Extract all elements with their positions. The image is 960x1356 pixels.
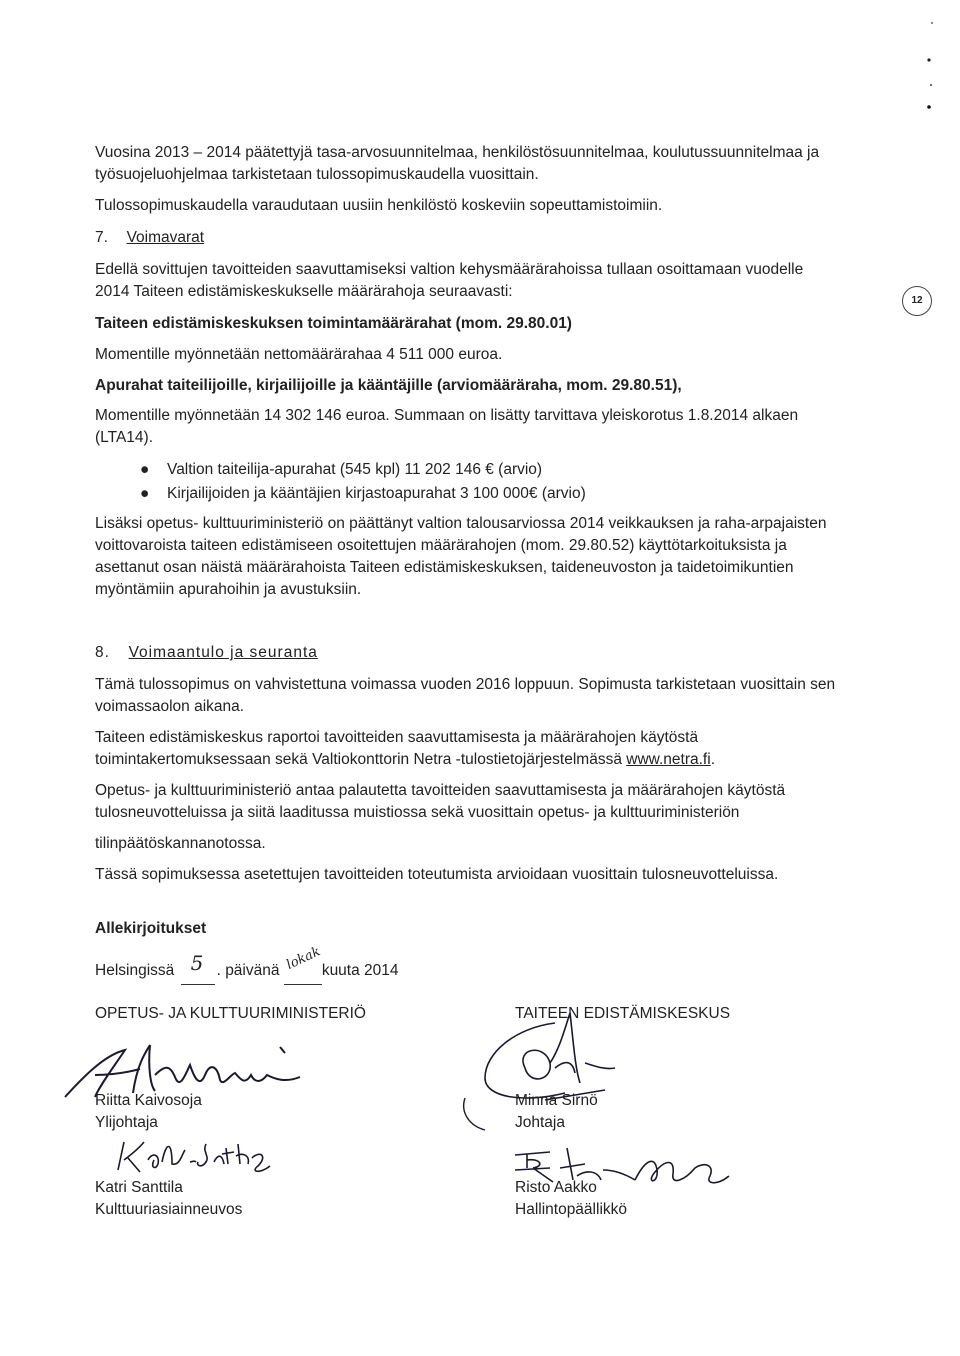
s8-p4: Tässä sopimuksessa asetettujen tavoitteiden toteutumista arvioidaan vuosittain tulosneuvotteluissa. [95, 866, 779, 883]
month-blank [284, 944, 323, 982]
right-person2-name: Risto Aakko [515, 1179, 597, 1196]
bullet-icon: ● [140, 461, 150, 478]
s8-p1-line2: voimassaolon aikana. [95, 698, 245, 715]
netra-link[interactable]: www.netra.fi [626, 751, 711, 768]
left-person2-name: Katri Santtila [95, 1179, 183, 1196]
s7-text-grants-line2: (LTA14). [95, 429, 153, 446]
section-8-number: 8. [95, 644, 110, 661]
section-7-title: Voimavarat [126, 229, 205, 246]
left-person1-name: Riitta Kaivosoja [95, 1092, 202, 1109]
s7-heading-operating: Taiteen edistämiskeskuksen toimintamäärärahat (mom. 29.80.01) [95, 315, 572, 332]
s8-p2-text: toimintakertomuksessaan sekä Valtiokonttorin Netra -tulostietojärjestelmässä [95, 751, 627, 768]
s8-p3-line2: tulosneuvotteluissa ja siitä laaditussa muistiossa sekä vuosittain opetus- ja kulttuuriministeriön [95, 804, 740, 821]
s7-para2-line1: Lisäksi opetus- kulttuuriministeriö on päättänyt valtion talousarviossa 2014 veikkauksen ja raha-arpajaisten [95, 515, 827, 532]
list-item [140, 482, 860, 506]
mid-text: . päivänä [216, 962, 280, 979]
s8-p2-end: . [710, 751, 715, 768]
intro-line-2: työsuojeluohjelmaa tarkistetaan tulossopimuskaudella vuosittain. [95, 166, 539, 183]
right-person2-title: Hallintopäällikkö [515, 1201, 628, 1218]
grants-bullet-list [140, 458, 860, 506]
bullet-text: Valtion taiteilija-apurahat (545 kpl) 11 202 146 € (arvio) [167, 461, 543, 478]
s8-p2-line2 [95, 749, 885, 771]
day-blank [179, 951, 217, 982]
scan-marks [920, 15, 940, 115]
right-person1-name: Minna Sirnö [515, 1092, 598, 1109]
right-organization: TAITEEN EDISTÄMISKESKUS [515, 1005, 731, 1022]
bullet-icon: ● [140, 485, 150, 502]
place-text: Helsingissä [95, 962, 175, 979]
signatures-heading: Allekirjoitukset [95, 920, 207, 937]
list-item [140, 458, 860, 482]
s8-p1-line1: Tämä tulossopimus on vahvistettuna voimassa vuoden 2016 loppuun. Sopimusta tarkistetaan vuosittain sen [95, 676, 836, 693]
right-person1-title: Johtaja [515, 1114, 565, 1131]
s7-heading-grants: Apurahat taiteilijoille, kirjailijoille ja kääntäjille (arviomääräraha, mom. 29.80.51), [95, 377, 682, 394]
s8-p3-line1: Opetus- ja kulttuuriministeriö antaa palautetta tavoitteiden saavuttamisesta ja määrärahojen käytöstä [95, 782, 786, 799]
post-text: kuuta 2014 [321, 962, 399, 979]
intro-line-3: Tulossopimuskaudella varaudutaan uusiin henkilöstö koskeviin sopeuttamistoimiin. [95, 197, 663, 214]
left-person2-title: Kulttuuriasiainneuvos [95, 1201, 243, 1218]
section-7-number: 7. [95, 229, 108, 246]
left-person1-title: Ylijohtaja [95, 1114, 158, 1131]
section-8-title: Voimaantulo ja seuranta [128, 644, 318, 661]
bullet-text: Kirjailijoiden ja kääntäjien kirjastoapurahat 3 100 000€ (arvio) [167, 485, 586, 502]
month-handwritten: lokak [284, 944, 323, 973]
left-organization: OPETUS- JA KULTTUURIMINISTERIÖ [95, 1005, 366, 1022]
section-7-heading [95, 227, 885, 249]
signature-katri-santtila [110, 1132, 280, 1177]
s7-para2-line4: myöntämiin apurahoihin ja avustuksiin. [95, 581, 362, 598]
s8-p2-line1: Taiteen edistämiskeskus raportoi tavoitteiden saavuttamisesta ja määrärahojen käytöstä [95, 729, 699, 746]
page-number-badge: 12 [902, 286, 932, 316]
s7-para1-line2: 2014 Taiteen edistämiskeskukselle määrärahoja seuraavasti: [95, 283, 513, 300]
s7-para2-line2: voittovaroista taiteen edistämiseen osoitettujen määrärahojen (mom. 29.80.52) käyttötarkoituksista ja [95, 537, 787, 554]
s7-para2-line3: asettanut osan näistä määrärahoista Taiteen edistämiskeskuksen, taideneuvoston ja taidetoimikuntien [95, 559, 794, 576]
s7-para1-line1: Edellä sovittujen tavoitteiden saavuttamiseksi valtion kehysmäärärahoissa tullaan osoittamaan vuodelle [95, 261, 804, 278]
s7-text-grants-line1: Momentille myönnetään 14 302 146 euroa. Summaan on lisätty tarvittava yleiskorotus 1.8.2014 alkaen [95, 407, 799, 424]
signing-date-line [95, 944, 885, 982]
day-handwritten: 5 [190, 951, 204, 975]
s7-text-operating: Momentille myönnetään nettomäärärahaa 4 511 000 euroa. [95, 346, 503, 363]
intro-line-1: Vuosina 2013 – 2014 päätettyjä tasa-arvosuunnitelmaa, henkilöstösuunnitelmaa, koulutussuunnitelmaa ja [95, 144, 820, 161]
section-8-heading [95, 642, 885, 664]
s8-p3-line3: tilinpäätöskannanotossa. [95, 835, 266, 852]
